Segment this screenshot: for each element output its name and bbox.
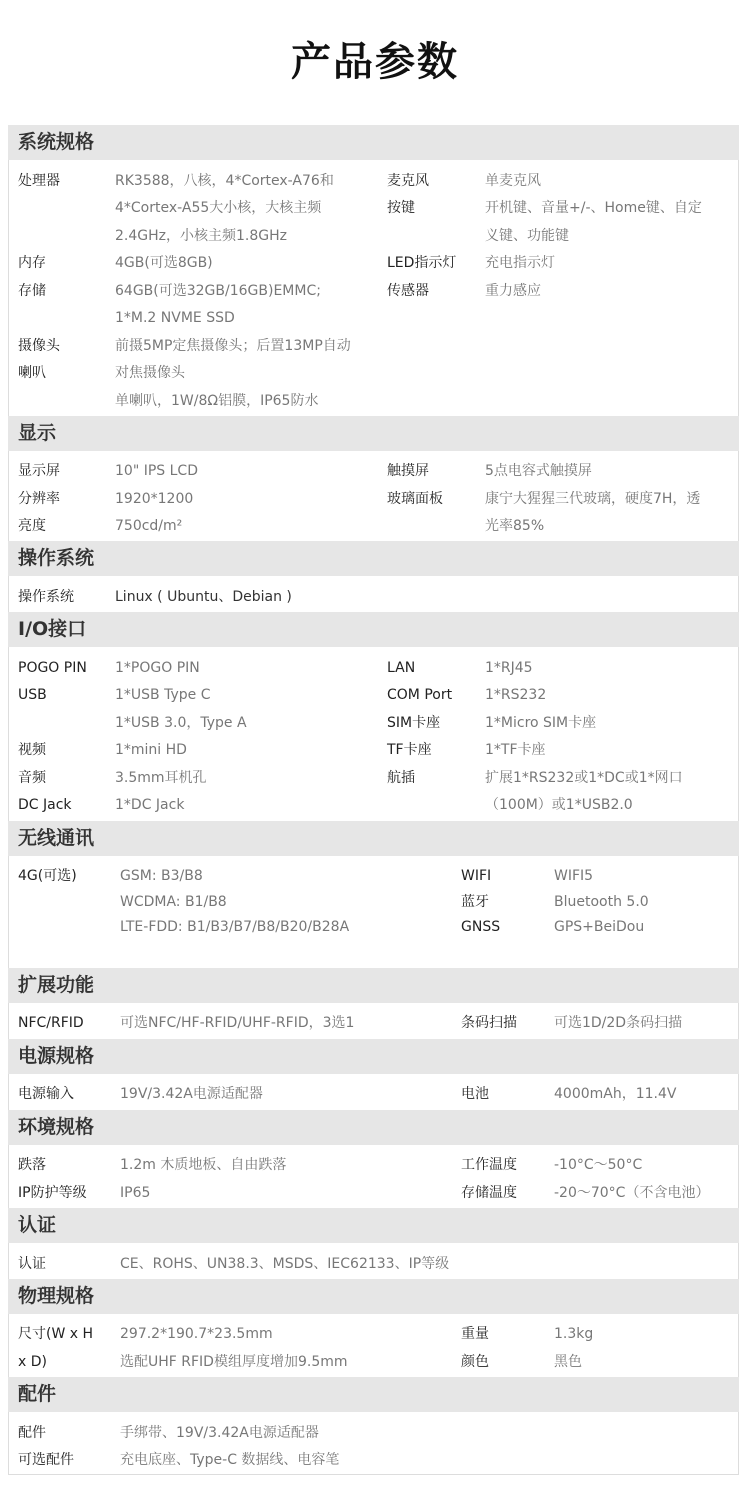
spec-label: LED指示灯 xyxy=(387,255,457,271)
section-header-accessories: 配件 xyxy=(8,1377,739,1412)
spec-value: 康宁大猩猩三代玻璃，硬度7H，透 xyxy=(485,491,701,507)
section-header-environment: 环境规格 xyxy=(8,1110,739,1145)
spec-value: 单麦克风 xyxy=(485,173,541,189)
spec-value: 4000mAh，11.4V xyxy=(554,1086,677,1102)
spec-label: 存储 xyxy=(18,283,46,299)
spec-label: IP防护等级 xyxy=(18,1185,87,1201)
spec-label: 处理器 xyxy=(18,173,60,189)
spec-value: 1920*1200 xyxy=(115,491,194,507)
spec-value: 1*USB Type C xyxy=(115,687,211,703)
spec-value: Linux ( Ubuntu、Debian ) xyxy=(115,589,292,605)
spec-value: 750cd/m² xyxy=(115,518,183,534)
spec-label: 麦克风 xyxy=(387,173,429,189)
spec-label: 跌落 xyxy=(18,1157,46,1173)
spec-label: 重量 xyxy=(461,1326,489,1342)
spec-value: 可选1D/2D条码扫描 xyxy=(554,1015,683,1031)
page-title: 产品参数 xyxy=(291,39,459,85)
spec-label: 电池 xyxy=(461,1086,489,1102)
spec-label: 配件 xyxy=(18,1425,46,1441)
spec-label: 认证 xyxy=(18,1256,46,1272)
spec-value: 手绑带、19V/3.42A电源适配器 xyxy=(120,1425,319,1441)
spec-label: NFC/RFID xyxy=(18,1015,84,1031)
spec-value: 4GB(可选8GB) xyxy=(115,255,213,271)
spec-label: TF卡座 xyxy=(387,742,432,758)
spec-value: 充电指示灯 xyxy=(485,255,555,271)
section-header-power: 电源规格 xyxy=(8,1039,739,1074)
spec-label: 内存 xyxy=(18,255,46,271)
spec-value: WCDMA: B1/B8 xyxy=(120,894,227,910)
section-header-display: 显示 xyxy=(8,416,739,451)
spec-label: 摄像头 xyxy=(18,338,60,354)
spec-value: 1*DC Jack xyxy=(115,797,185,813)
section-header-expansion: 扩展功能 xyxy=(8,968,739,1003)
spec-label: 尺寸(W x H xyxy=(18,1326,94,1342)
spec-label: x D) xyxy=(18,1354,47,1370)
spec-label: 按键 xyxy=(387,200,415,216)
spec-label: 玻璃面板 xyxy=(387,491,443,507)
spec-label: 存储温度 xyxy=(461,1185,517,1201)
spec-value: IP65 xyxy=(120,1185,151,1201)
spec-value: CE、ROHS、UN38.3、MSDS、IEC62133、IP等级 xyxy=(120,1256,450,1272)
spec-value: 充电底座、Type-C 数据线、电容笔 xyxy=(120,1452,340,1468)
spec-value: 1*USB 3.0，Type A xyxy=(115,715,247,731)
spec-value: 扩展1*RS232或1*DC或1*网口 xyxy=(485,770,683,786)
section-header-io: I/O接口 xyxy=(8,612,739,647)
spec-label: POGO PIN xyxy=(18,660,87,676)
spec-label: 可选配件 xyxy=(18,1452,74,1468)
spec-label: 分辨率 xyxy=(18,491,60,507)
spec-value: Bluetooth 5.0 xyxy=(554,894,649,910)
spec-value: 297.2*190.7*23.5mm xyxy=(120,1326,273,1342)
spec-label: 视频 xyxy=(18,742,46,758)
spec-label: 条码扫描 xyxy=(461,1015,517,1031)
spec-value: -20～70°C（不含电池） xyxy=(554,1185,710,1201)
spec-label: 喇叭 xyxy=(18,365,46,381)
spec-label: DC Jack xyxy=(18,797,72,813)
section-header-wireless: 无线通讯 xyxy=(8,821,739,856)
section-header-system: 系统规格 xyxy=(8,125,739,160)
spec-label: 航插 xyxy=(387,770,415,786)
spec-value: 64GB(可选32GB/16GB)EMMC; xyxy=(115,283,321,299)
spec-value: WIFI5 xyxy=(554,868,594,884)
spec-label: 亮度 xyxy=(18,518,46,534)
section-header-physical: 物理规格 xyxy=(8,1279,739,1314)
spec-label: USB xyxy=(18,687,47,703)
spec-value: LTE-FDD: B1/B3/B7/B8/B20/B28A xyxy=(120,919,350,935)
spec-label: 显示屏 xyxy=(18,463,60,479)
spec-value: 1*M.2 NVME SSD xyxy=(115,310,235,326)
spec-value: -10°C～50°C xyxy=(554,1157,643,1173)
spec-label: LAN xyxy=(387,660,416,676)
spec-value: 10" IPS LCD xyxy=(115,463,198,479)
spec-label: GNSS xyxy=(461,919,501,935)
spec-label: 传感器 xyxy=(387,283,429,299)
spec-value: 前摄5MP定焦摄像头；后置13MP自动 xyxy=(115,338,351,354)
spec-value: 1*POGO PIN xyxy=(115,660,200,676)
spec-value: 2.4GHz，小核主频1.8GHz xyxy=(115,228,287,244)
spec-label: 蓝牙 xyxy=(461,894,489,910)
spec-value: 5点电容式触摸屏 xyxy=(485,463,592,479)
section-header-cert: 认证 xyxy=(8,1208,739,1243)
spec-value: 1*RS232 xyxy=(485,687,547,703)
spec-value: 义键、功能键 xyxy=(485,228,569,244)
spec-label: 4G(可选) xyxy=(18,868,77,884)
spec-value: 单喇叭，1W/8Ω铝膜，IP65防水 xyxy=(115,393,319,409)
spec-label: 工作温度 xyxy=(461,1157,517,1173)
spec-value: 3.5mm耳机孔 xyxy=(115,770,207,786)
spec-value: 1*Micro SIM卡座 xyxy=(485,715,597,731)
spec-label: 操作系统 xyxy=(18,589,74,605)
spec-label: 颜色 xyxy=(461,1354,489,1370)
spec-value: GSM: B3/B8 xyxy=(120,868,203,884)
spec-value: 可选NFC/HF-RFID/UHF-RFID，3选1 xyxy=(120,1015,355,1031)
spec-value: （100M）或1*USB2.0 xyxy=(485,797,633,813)
section-header-os: 操作系统 xyxy=(8,541,739,576)
spec-value: 光率85% xyxy=(485,518,545,534)
spec-value: 重力感应 xyxy=(485,283,541,299)
spec-value: 开机键、音量+/-、Home键、自定 xyxy=(485,200,702,216)
spec-value: GPS+BeiDou xyxy=(554,919,645,935)
spec-value: 1*RJ45 xyxy=(485,660,533,676)
spec-value: 1*mini HD xyxy=(115,742,187,758)
spec-value: 对焦摄像头 xyxy=(115,365,185,381)
spec-value: 19V/3.42A电源适配器 xyxy=(120,1086,263,1102)
spec-value: 1.2m 木质地板、自由跌落 xyxy=(120,1157,287,1173)
spec-label: 电源输入 xyxy=(18,1086,74,1102)
spec-label: SIM卡座 xyxy=(387,715,441,731)
spec-value: 1*TF卡座 xyxy=(485,742,546,758)
spec-label: COM Port xyxy=(387,687,453,703)
spec-label: 音频 xyxy=(18,770,46,786)
spec-value: 黑色 xyxy=(554,1354,582,1370)
spec-value: RK3588，八核，4*Cortex-A76和 xyxy=(115,173,334,189)
spec-label: WIFI xyxy=(461,868,492,884)
spec-value: 选配UHF RFID模组厚度增加9.5mm xyxy=(120,1354,348,1370)
spec-value: 1.3kg xyxy=(554,1326,594,1342)
spec-label: 触摸屏 xyxy=(387,463,429,479)
spec-value: 4*Cortex-A55大小核，大核主频 xyxy=(115,200,322,216)
